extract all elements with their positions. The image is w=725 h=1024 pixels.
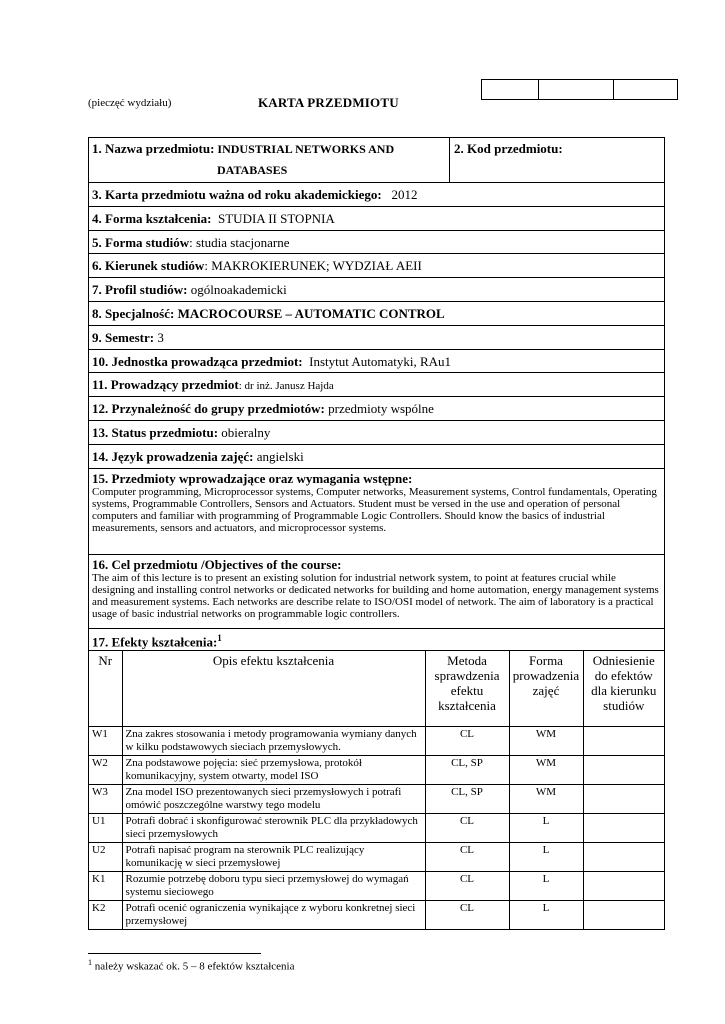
header-form: Forma prowadzenia zajęć	[509, 651, 583, 727]
outcome-reference	[583, 901, 664, 930]
course-status-label: 13. Status przedmiotu:	[92, 424, 219, 440]
row-prerequisites	[89, 469, 664, 555]
outcome-description: Potrafi ocenić ograniczenia wynikające z wyboru konkretnej sieci przemysłowej	[122, 901, 425, 930]
course-name-value-line1: INDUSTRIAL NETWORKS AND	[217, 142, 395, 156]
course-group-label: 12. Przynależność do grupy przedmiotów:	[92, 401, 325, 417]
course-card-form	[88, 137, 665, 930]
row-education-form	[89, 207, 664, 231]
outcome-reference	[583, 843, 664, 872]
row-course-group	[89, 397, 664, 421]
code-box-cell	[614, 80, 677, 99]
table-header-row	[89, 651, 664, 727]
outcome-form: L	[509, 872, 583, 901]
footnote-text: należy wskazać ok. 5 – 8 efektów kształcenia	[92, 960, 295, 973]
study-profile-value: ogólnoakademicki	[190, 282, 287, 298]
outcome-reference	[583, 872, 664, 901]
outcome-form: WM	[509, 727, 583, 756]
learning-outcomes-table	[89, 651, 664, 930]
education-form-label: 4. Forma kształcenia:	[92, 210, 212, 226]
table-row	[89, 872, 664, 901]
unit-value: Instytut Automatyki, RAu1	[309, 353, 452, 369]
specialty-label: 8. Specjalność: MACROCOURSE – AUTOMATIC CONTROL	[92, 305, 445, 321]
outcome-nr: U2	[89, 843, 122, 872]
code-box-cell	[482, 80, 539, 99]
outcome-form: L	[509, 901, 583, 930]
lecturer-value: : dr inż. Janusz Hajda	[238, 380, 334, 393]
table-row	[89, 727, 664, 756]
header-method: Metoda sprawdzenia efektu kształcenia	[425, 651, 509, 727]
table-row	[89, 814, 664, 843]
academic-year-value: 2012	[391, 187, 418, 202]
row-language	[89, 445, 664, 469]
outcome-nr: W1	[89, 727, 122, 756]
outcome-form: L	[509, 814, 583, 843]
header-nr: Nr	[89, 651, 122, 727]
outcome-reference	[583, 756, 664, 785]
outcome-form: WM	[509, 785, 583, 814]
objectives-text: The aim of this lecture is to present an existing solution for industrial network system, to point at features crucial while designing and installing control networks or dedicated networks for building and home automation, energy management systems and measurement systems. Each networks are describe relate to ISO/OSI model of network. The aim of laboratory is a practical usage of basic industrial networks on programmable logic controllers.	[92, 571, 659, 621]
footnote-mark: 1	[88, 958, 92, 967]
outcome-method: CL	[425, 901, 509, 930]
outcome-method: CL, SP	[425, 756, 509, 785]
prerequisites-label: 15. Przedmioty wprowadzające oraz wymagania wstępne:	[92, 470, 413, 486]
education-form-value: STUDIA II STOPNIA	[218, 210, 335, 226]
table-row	[89, 843, 664, 872]
row-study-profile	[89, 278, 664, 302]
outcome-description: Zna podstawowe pojęcia: sieć przemysłowa, protokół komunikacyjny, system otwarty, model ISO	[122, 756, 425, 785]
course-code-label: 2. Kod przedmiotu:	[454, 141, 563, 156]
study-profile-label: 7. Profil studiów:	[92, 282, 188, 298]
row-unit	[89, 350, 664, 374]
row-lecturer	[89, 373, 664, 397]
course-status-value: obieralny	[221, 424, 271, 440]
outcome-nr: U1	[89, 814, 122, 843]
outcome-description: Zna zakres stosowania i metody programowania wymiany danych w kilku podstawowych sieciach przemysłowych.	[122, 727, 425, 756]
outcome-method: CL	[425, 727, 509, 756]
outcome-method: CL	[425, 814, 509, 843]
outcome-reference	[583, 785, 664, 814]
code-box-cell	[539, 80, 614, 99]
academic-year-label: 3. Karta przedmiotu ważna od roku akademickiego:	[92, 187, 382, 202]
row-academic-year	[89, 183, 664, 207]
study-form-label: 5. Forma studiów	[92, 234, 190, 250]
outcome-description: Rozumie potrzebę doboru typu sieci przemysłowej do wymagań systemu sieciowego	[122, 872, 425, 901]
outcome-description: Zna model ISO prezentowanych sieci przemysłowych i potrafi omówić poszczególne warstwy tego modelu	[122, 785, 425, 814]
outcome-description: Potrafi napisać program na sterownik PLC realizujący komunikację w sieci przemysłowej	[122, 843, 425, 872]
footnote-separator	[88, 953, 261, 954]
course-name-value-line2: DATABASES	[217, 163, 288, 177]
outcome-method: CL, SP	[425, 785, 509, 814]
field-of-study-label: 6. Kierunek studiów	[92, 258, 205, 274]
outcome-nr: K1	[89, 872, 122, 901]
learning-outcomes-footnote-mark: 1	[217, 632, 222, 643]
unit-label: 10. Jednostka prowadząca przedmiot:	[92, 353, 303, 369]
row-learning-outcomes	[89, 629, 664, 651]
table-row	[89, 901, 664, 930]
outcome-method: CL	[425, 872, 509, 901]
row-objectives	[89, 555, 664, 629]
page-title: KARTA PRZEDMIOTU	[258, 95, 399, 110]
row-course-status	[89, 421, 664, 445]
table-row	[89, 785, 664, 814]
outcome-method: CL	[425, 843, 509, 872]
row-course-name	[89, 138, 664, 183]
study-form-value: : studia stacjonarne	[189, 234, 290, 250]
outcome-nr: K2	[89, 901, 122, 930]
outcome-form: WM	[509, 756, 583, 785]
faculty-stamp-label: (pieczęć wydziału)	[88, 97, 172, 109]
outcome-description: Potrafi dobrać i skonfigurować sterownik PLC dla przykładowych sieci przemysłowych	[122, 814, 425, 843]
row-semester	[89, 326, 664, 350]
row-specialty	[89, 302, 664, 326]
prerequisites-text: Computer programming, Microprocessor systems, Computer networks, Measurement systems, Control fundamentals, Operating systems, Programmable Controllers, Sensors and Actuators. Student must be versed in the use and operation of personal computers and familiar with programming of Programmable Logic Controllers. Should know the basics of industrial measurements, sensors and actuators, and microprocessor systems.	[92, 485, 657, 535]
language-label: 14. Język prowadzenia zajęć:	[92, 448, 254, 464]
objectives-label: 16. Cel przedmiotu /Objectives of the course:	[92, 556, 342, 572]
field-of-study-value: : MAKROKIERUNEK; WYDZIAŁ AEII	[204, 258, 422, 274]
language-value: angielski	[256, 448, 304, 464]
course-code-cell	[450, 138, 664, 182]
outcome-nr: W3	[89, 785, 122, 814]
footnote	[88, 958, 295, 973]
table-row	[89, 756, 664, 785]
semester-value: 3	[157, 329, 164, 345]
outcome-nr: W2	[89, 756, 122, 785]
outcome-form: L	[509, 843, 583, 872]
course-name-cell	[89, 138, 450, 182]
learning-outcomes-label: 17. Efekty kształcenia:	[92, 633, 218, 649]
row-study-form	[89, 231, 664, 255]
course-group-value: przedmioty wspólne	[328, 401, 434, 417]
outcome-reference	[583, 727, 664, 756]
header-description: Opis efektu kształcenia	[122, 651, 425, 727]
course-name-label: 1. Nazwa przedmiotu:	[92, 141, 215, 156]
semester-label: 9. Semestr:	[92, 329, 155, 345]
header-reference: Odniesienie do efektów dla kierunku studiów	[583, 651, 664, 727]
code-box	[481, 79, 678, 100]
lecturer-label: 11. Prowadzący przedmiot	[92, 377, 239, 393]
outcome-reference	[583, 814, 664, 843]
row-field-of-study	[89, 254, 664, 278]
